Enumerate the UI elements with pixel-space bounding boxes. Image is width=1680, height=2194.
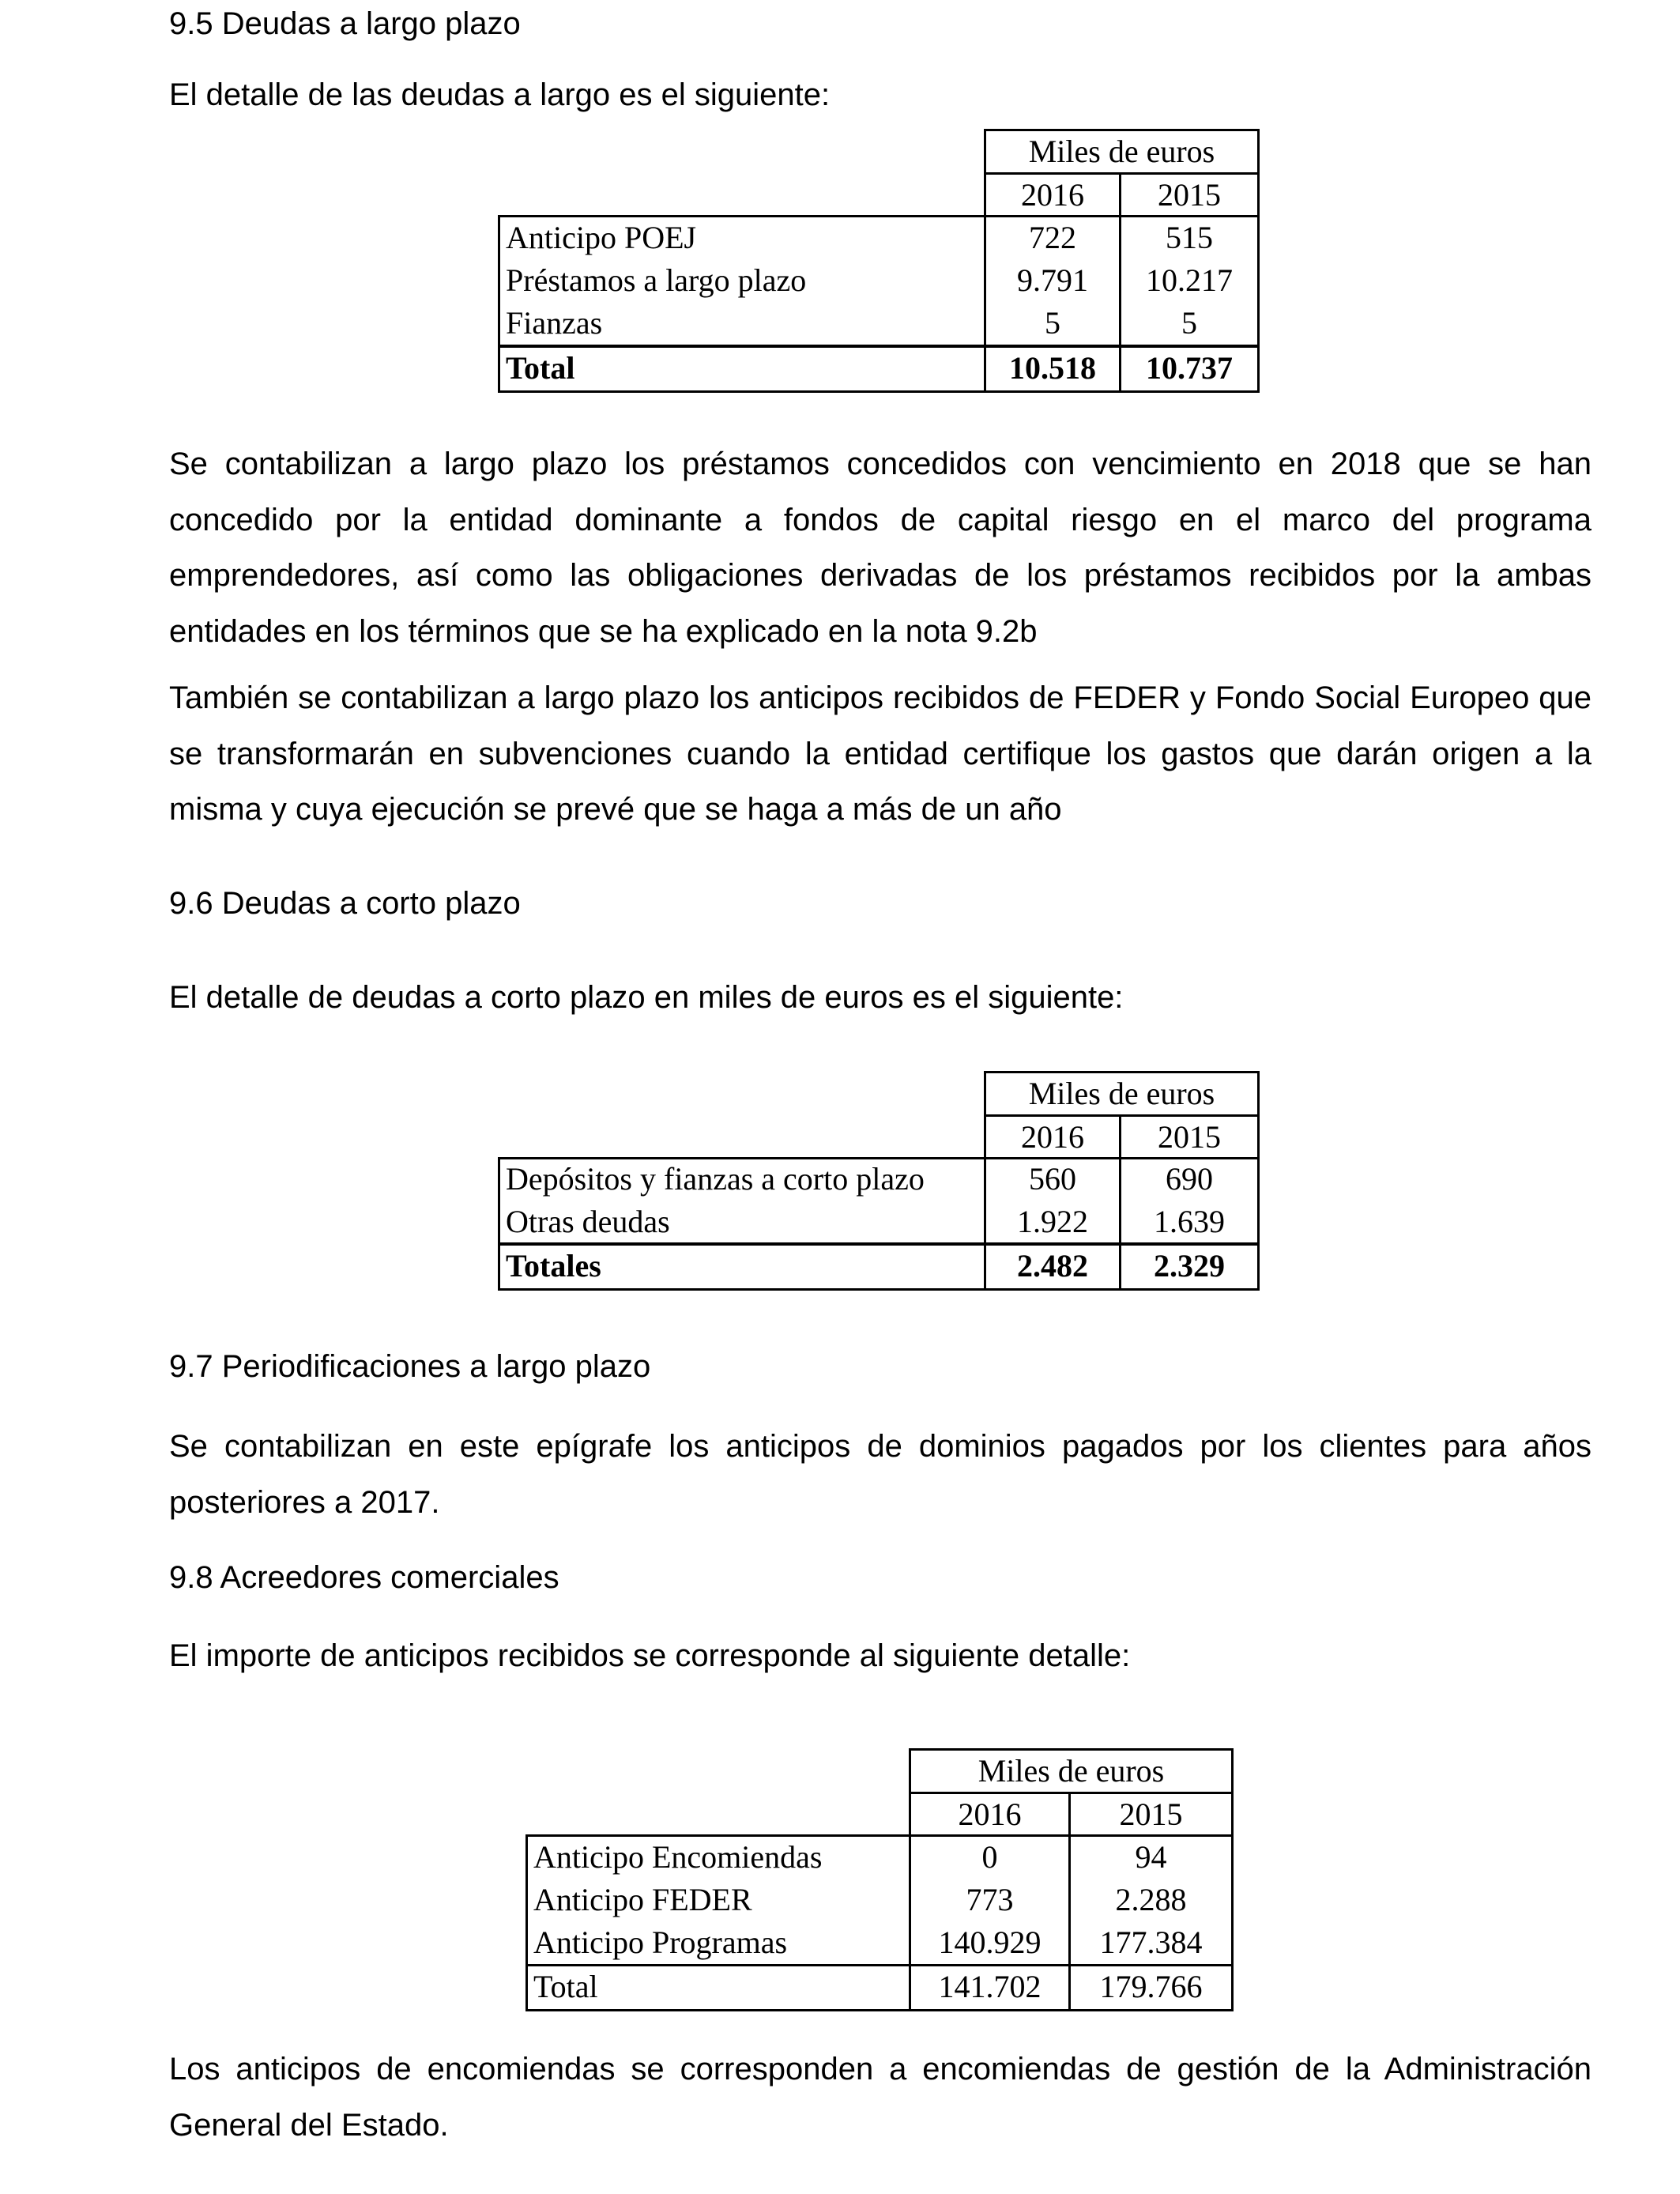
- total-2016: 2.482: [1017, 1248, 1088, 1284]
- year-header-2015: 2015: [1158, 177, 1221, 213]
- row-label: Depósitos y fianzas a corto plazo: [506, 1161, 925, 1197]
- year-header-2016: 2016: [1021, 1119, 1084, 1155]
- unit-header: Miles de euros: [1028, 1076, 1215, 1111]
- total-2015: 2.329: [1154, 1248, 1225, 1284]
- cell-2016: 5: [1045, 305, 1060, 341]
- total-2016: 141.702: [938, 1969, 1042, 2004]
- cell-2015: 177.384: [1099, 1924, 1203, 1960]
- total-label: Total: [533, 1969, 598, 2004]
- cell-2015: 690: [1166, 1161, 1213, 1197]
- cell-2016: 560: [1029, 1161, 1076, 1197]
- row-label: Anticipo Programas: [533, 1924, 788, 1960]
- total-2015: 10.737: [1146, 350, 1233, 386]
- cell-2016: 1.922: [1017, 1204, 1088, 1239]
- row-label: Fianzas: [506, 305, 603, 341]
- row-label: Préstamos a largo plazo: [506, 262, 807, 298]
- cell-2015: 2.288: [1115, 1882, 1187, 1917]
- cell-2015: 10.217: [1146, 262, 1233, 298]
- total-2016: 10.518: [1009, 350, 1096, 386]
- section-intro: El detalle de las deudas a largo es el siguiente:: [169, 77, 831, 112]
- section-intro: El importe de anticipos recibidos se corresponde al siguiente detalle:: [169, 1638, 1131, 1673]
- row-label: Anticipo Encomiendas: [533, 1839, 823, 1875]
- cell-2016: 0: [981, 1839, 998, 1875]
- unit-header: Miles de euros: [977, 1753, 1165, 1789]
- total-label: Totales: [506, 1248, 601, 1284]
- cell-2016: 773: [966, 1882, 1014, 1917]
- total-label: Total: [506, 350, 575, 386]
- year-header-2015: 2015: [1119, 1796, 1183, 1832]
- cell-2016: 9.791: [1017, 262, 1088, 298]
- cell-2016: 722: [1029, 220, 1076, 255]
- cell-2016: 140.929: [938, 1924, 1042, 1960]
- cell-2015: 1.639: [1154, 1204, 1225, 1239]
- section-heading-9-6: 9.6 Deudas a corto plazo: [169, 886, 521, 921]
- paragraph: Se contabilizan a largo plazo los préstamos concedidos con vencimiento en 2018 que se han concedido por la entidad dominante a fondos de capital riesgo en el marco del programa emprendedores, así como las obligaciones derivadas de los préstamos recibidos por la ambas entidades en los términos que se ha explicado en la nota 9.2b: [169, 447, 1591, 649]
- section-heading-9-7: 9.7 Periodificaciones a largo plazo: [169, 1349, 651, 1384]
- paragraph: Los anticipos de encomiendas se corresponden a encomiendas de gestión de la Administración General del Estado.: [169, 2052, 1591, 2143]
- paragraph: Se contabilizan en este epígrafe los anticipos de dominios pagados por los clientes para años posteriores a 2017.: [169, 1429, 1591, 1520]
- unit-header: Miles de euros: [1028, 134, 1215, 169]
- year-header-2015: 2015: [1158, 1119, 1221, 1155]
- row-label: Anticipo FEDER: [533, 1882, 752, 1917]
- year-header-2016: 2016: [1021, 177, 1084, 213]
- row-label: Otras deudas: [506, 1204, 670, 1239]
- year-header-2016: 2016: [958, 1796, 1022, 1832]
- cell-2015: 94: [1135, 1839, 1167, 1875]
- paragraph: También se contabilizan a largo plazo los anticipos recibidos de FEDER y Fondo Social Europeo que se transformarán en subvenciones cuando la entidad certifique los gastos que darán origen a la misma y cuya ejecución se prevé que se haga a más de un año: [169, 680, 1591, 827]
- section-heading-9-8: 9.8 Acreedores comerciales: [169, 1560, 559, 1595]
- cell-2015: 5: [1181, 305, 1197, 341]
- section-heading-9-5: 9.5 Deudas a largo plazo: [169, 6, 521, 41]
- section-intro: El detalle de deudas a corto plazo en miles de euros es el siguiente:: [169, 980, 1124, 1015]
- cell-2015: 515: [1166, 220, 1213, 255]
- total-2015: 179.766: [1099, 1969, 1203, 2004]
- row-label: Anticipo POEJ: [506, 220, 697, 255]
